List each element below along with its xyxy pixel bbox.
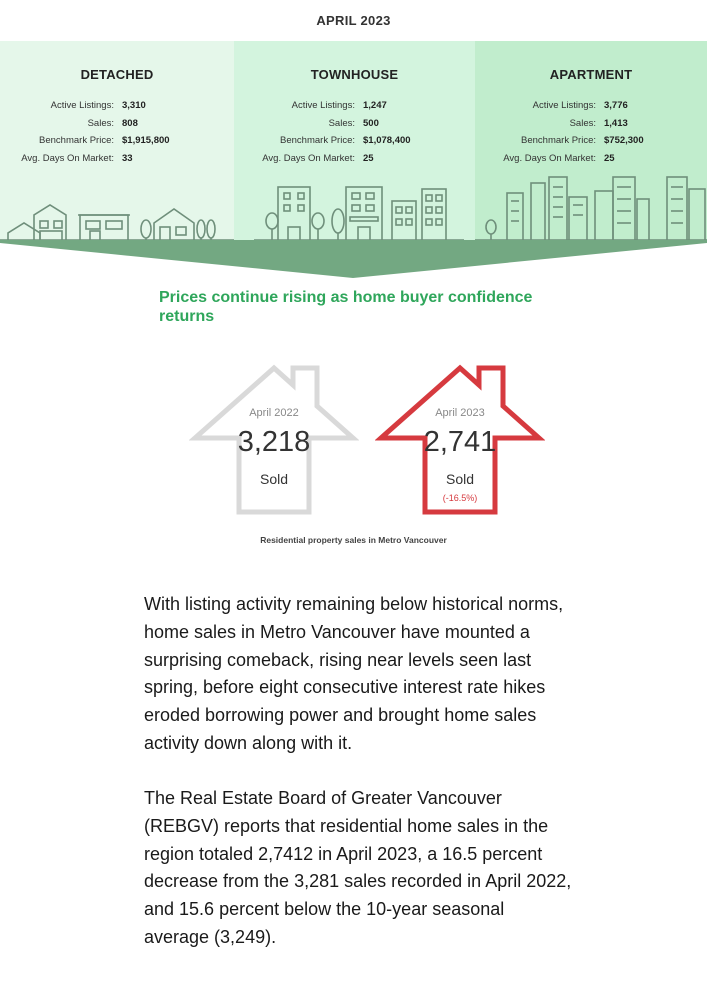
house-year: April 2023 <box>435 407 485 419</box>
stat-label: Avg. Days On Market: <box>503 152 596 164</box>
banner-arrow <box>0 240 707 280</box>
paragraph: The Real Estate Board of Greater Vancouver (REBGV) reports that residential home sales in the region totaled 2,7412 in April 2023, a 16.5 percent decrease from the 3,281 sales recorded in April 2022, and 15.6 percent below the 10-year seasonal average (3,249). <box>144 788 572 947</box>
stats-list <box>475 97 707 167</box>
stat-row <box>0 132 234 150</box>
stat-row <box>234 97 475 115</box>
stat-label: Avg. Days On Market: <box>21 152 114 164</box>
stat-row <box>475 97 707 115</box>
panel-title: DETACHED <box>80 67 154 82</box>
stat-label: Benchmark Price: <box>280 135 355 147</box>
stat-value: 808 <box>122 117 138 129</box>
panel-title: TOWNHOUSE <box>310 67 399 82</box>
apartment-towers-illustration <box>475 171 707 241</box>
paragraph: With listing activity remaining below historical norms, home sales in Metro Vancouver have mounted a surprising comeback, rising near levels seen last spring, before eight consecutive interest rate hikes eroded borrowing power and brought home sales activity down along with it. <box>144 594 564 753</box>
detached-houses-illustration <box>0 171 234 241</box>
sales-comparison <box>0 360 707 520</box>
stat-row <box>234 132 475 150</box>
panel-title: APARTMENT <box>549 67 633 82</box>
stat-row <box>0 150 234 168</box>
market-panels <box>0 41 707 241</box>
townhouses-illustration <box>234 171 475 241</box>
headline: Prices continue rising as home buyer confidence returns <box>159 289 533 325</box>
stat-value: $1,915,800 <box>122 135 170 147</box>
stat-label: Active Listings: <box>50 100 114 112</box>
stat-label: Active Listings: <box>532 100 596 112</box>
stat-label: Active Listings: <box>291 100 355 112</box>
chart-caption: Residential property sales in Metro Vancouver <box>260 535 447 545</box>
house-change: (-16.5%) <box>442 493 478 503</box>
house-count: 2,741 <box>423 426 497 458</box>
stat-value: 25 <box>604 152 615 164</box>
month-header: APRIL 2023 <box>316 13 391 28</box>
house-sold-label: Sold <box>445 471 475 487</box>
stat-row <box>234 115 475 133</box>
stat-value: $1,078,400 <box>363 135 411 147</box>
panel-townhouse <box>234 41 475 241</box>
stat-label: Benchmark Price: <box>39 135 114 147</box>
stat-value: 1,247 <box>363 100 387 112</box>
house-sold-label: Sold <box>259 471 289 487</box>
stat-row <box>475 132 707 150</box>
stat-row <box>0 115 234 133</box>
house-year: April 2022 <box>249 407 299 419</box>
house-count: 3,218 <box>237 426 311 458</box>
stat-row <box>234 150 475 168</box>
stat-value: 3,310 <box>122 100 146 112</box>
stat-row <box>475 150 707 168</box>
stat-value: 33 <box>122 152 133 164</box>
stat-row <box>475 115 707 133</box>
stat-value: $752,300 <box>604 135 644 147</box>
stat-label: Sales: <box>87 117 114 129</box>
stat-value: 25 <box>363 152 374 164</box>
stats-list <box>234 97 475 167</box>
panel-detached <box>0 41 234 241</box>
stat-value: 500 <box>363 117 379 129</box>
stat-row <box>0 97 234 115</box>
house-current-year <box>375 360 545 516</box>
house-previous-year <box>189 360 359 516</box>
stats-list <box>0 97 234 167</box>
stat-label: Benchmark Price: <box>521 135 596 147</box>
stat-label: Avg. Days On Market: <box>262 152 355 164</box>
stat-value: 3,776 <box>604 100 628 112</box>
stat-label: Sales: <box>328 117 355 129</box>
panel-apartment <box>475 41 707 241</box>
stat-label: Sales: <box>569 117 596 129</box>
stat-value: 1,413 <box>604 117 628 129</box>
